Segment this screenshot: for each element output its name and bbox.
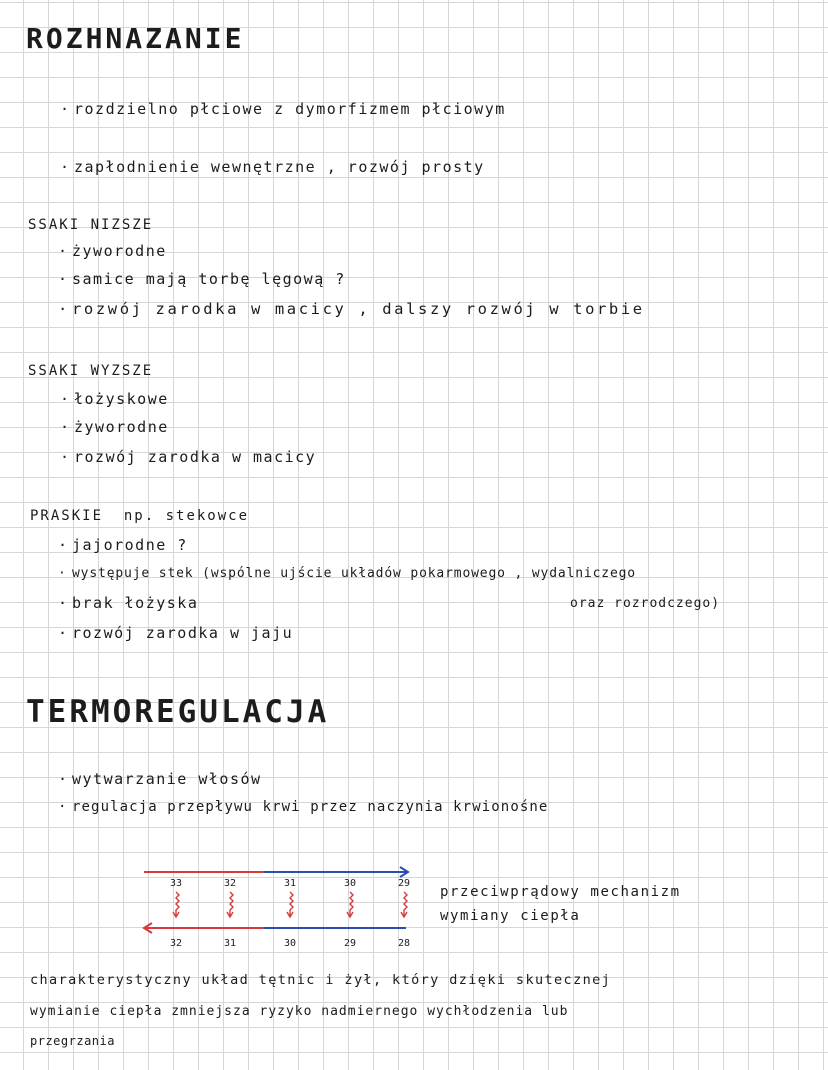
list-item: · rozdzielno płciowe z dymorfizmem płciowym bbox=[60, 100, 506, 118]
section-heading-ssaki-wyzsze: SSAKI WYZSZE bbox=[28, 363, 154, 379]
page-title: ROZHNAZANIE bbox=[26, 22, 245, 55]
list-item-text: regulacja przepływu krwi przez naczynia krwionośne bbox=[72, 799, 549, 815]
list-item: · regulacja przepływu krwi przez naczynia krwionośne bbox=[58, 799, 549, 815]
list-item: · rozwój zarodka w macicy bbox=[60, 448, 317, 466]
list-item-continuation: oraz rozrodczego) bbox=[570, 596, 721, 611]
countercurrent-diagram bbox=[130, 860, 430, 952]
heat-exchange-arrow-icon bbox=[227, 892, 233, 917]
list-item: · zapłodnienie wewnętrzne , rozwój prosty bbox=[60, 158, 485, 176]
bottom-temperature-label: 29 bbox=[343, 938, 357, 949]
bottom-temperature-label: 30 bbox=[283, 938, 297, 949]
summary-line: charakterystyczny układ tętnic i żył, który dzięki skutecznej bbox=[30, 972, 612, 988]
list-item-text: rozwój zarodka w macicy , dalszy rozwój w torbie bbox=[72, 300, 645, 318]
diagram-label-line1: przeciwprądowy mechanizm bbox=[440, 884, 681, 900]
top-temperature-label: 29 bbox=[397, 878, 411, 889]
list-item: · samice mają torbę lęgową ? bbox=[58, 270, 346, 288]
list-item: · jajorodne ? bbox=[58, 536, 188, 554]
list-item: · żyworodne bbox=[60, 418, 169, 436]
list-item-text: samice mają torbę lęgową ? bbox=[72, 270, 346, 288]
list-item: · wytwarzanie włosów bbox=[58, 770, 262, 788]
top-temperature-label: 33 bbox=[169, 878, 183, 889]
top-temperature-label: 32 bbox=[223, 878, 237, 889]
heat-exchange-arrow-icon bbox=[401, 892, 407, 917]
diagram-label-line2: wymiany ciepła bbox=[440, 908, 581, 924]
top-temperature-label: 30 bbox=[343, 878, 357, 889]
list-item-text: łożyskowe bbox=[74, 390, 169, 408]
top-temperature-label: 31 bbox=[283, 878, 297, 889]
section-heading-praskie bbox=[30, 508, 249, 524]
praskie-heading-text: PRASKIE bbox=[30, 508, 104, 524]
list-item: · łożyskowe bbox=[60, 390, 169, 408]
list-item-text: jajorodne ? bbox=[72, 536, 188, 554]
list-item-text: brak łożyska bbox=[72, 594, 199, 612]
list-item-text: występuje stek (wspólne ujście układów pokarmowego , wydalniczego bbox=[72, 566, 636, 581]
list-item-text: rozwój zarodka w macicy bbox=[74, 448, 317, 466]
bottom-temperature-label: 28 bbox=[397, 938, 411, 949]
list-item: · rozwój zarodka w macicy , dalszy rozwój w torbie bbox=[58, 300, 645, 318]
bottom-temperature-label: 32 bbox=[169, 938, 183, 949]
section-heading-ssaki-nizsze: SSAKI NIZSZE bbox=[28, 217, 154, 233]
list-item: · żyworodne bbox=[58, 242, 167, 260]
bottom-temperature-label: 31 bbox=[223, 938, 237, 949]
list-item-text: żyworodne bbox=[72, 242, 167, 260]
list-item-text: żyworodne bbox=[74, 418, 169, 436]
section-heading-termoregulacja: TERMOREGULACJA bbox=[26, 694, 330, 730]
heat-exchange-arrow-icon bbox=[173, 892, 179, 917]
list-item: · brak łożyska bbox=[58, 594, 199, 612]
summary-line: przegrzania bbox=[30, 1034, 115, 1048]
list-item-text: wytwarzanie włosów bbox=[72, 770, 262, 788]
heat-exchange-arrow-icon bbox=[347, 892, 353, 917]
list-item-text: rozwój zarodka w jaju bbox=[72, 624, 294, 642]
list-item-text: rozdzielno płciowe z dymorfizmem płciowym bbox=[74, 100, 506, 118]
list-item: · rozwój zarodka w jaju bbox=[58, 624, 294, 642]
list-item-text: zapłodnienie wewnętrzne , rozwój prosty bbox=[74, 158, 485, 176]
heat-exchange-arrow-icon bbox=[287, 892, 293, 917]
summary-line: wymianie ciepła zmniejsza ryzyko nadmiernego wychłodzenia lub bbox=[30, 1004, 569, 1019]
list-item: · występuje stek (wspólne ujście układów pokarmowego , wydalniczego bbox=[58, 566, 636, 581]
praskie-note: np. stekowce bbox=[123, 508, 250, 524]
